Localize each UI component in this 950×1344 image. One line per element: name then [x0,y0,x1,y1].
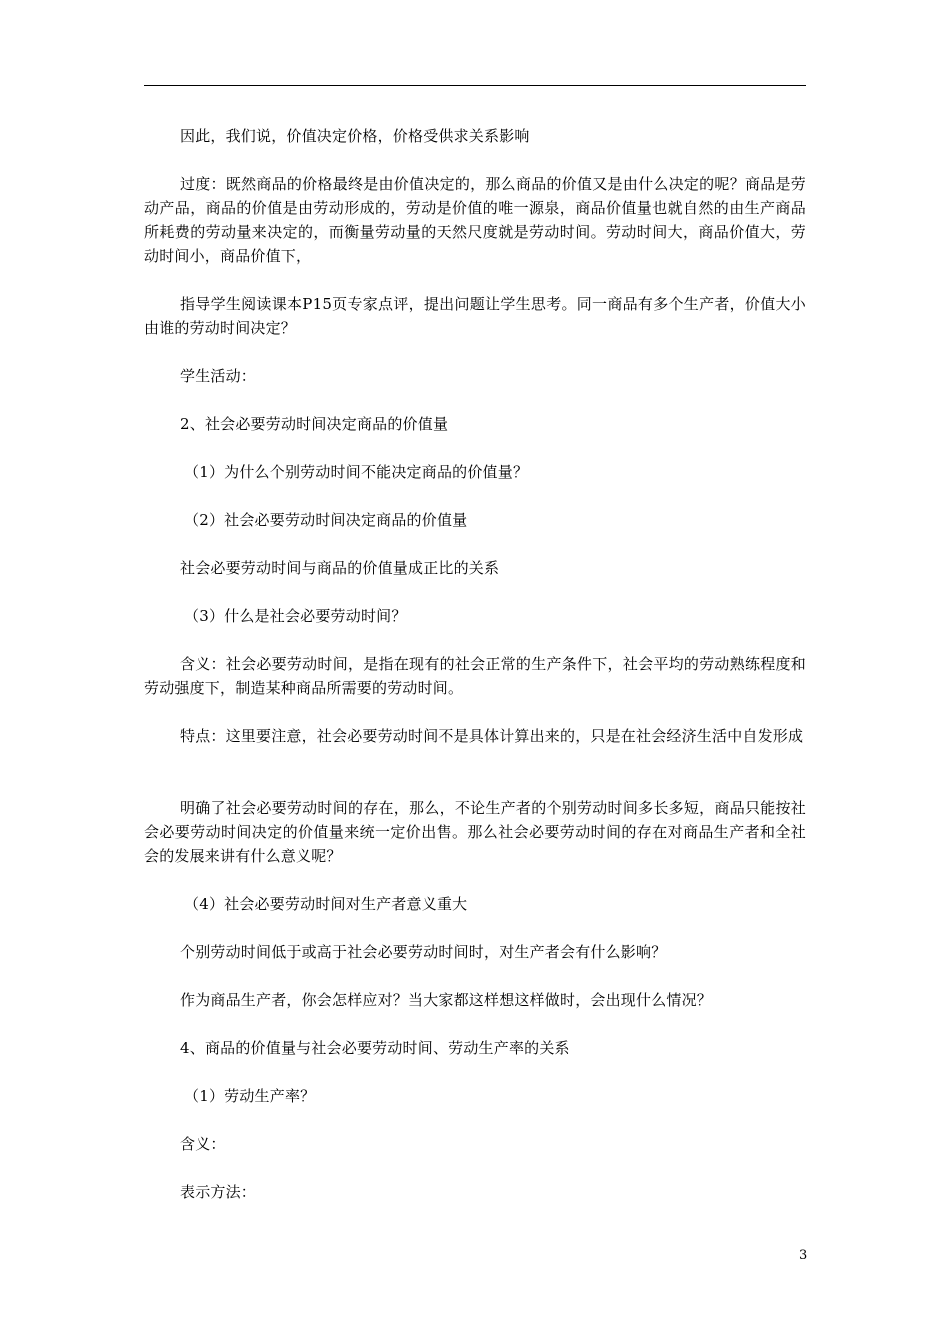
question-impact: 个别劳动时间低于或高于社会必要劳动时间时，对生产者会有什么影响？ [180,943,667,961]
paragraph-student-activity: 学生活动： [180,367,257,385]
page-number: 3 [799,1248,808,1263]
paragraph-transition: 过度：既然商品的价格最终是由价值决定的，那么商品的价值又是由什么决定的呢？商品是劳动产品，商品的价值是由劳动形成的，劳动是价值的唯一源泉，商品价值量也就自然的由生产商品所耗费的劳动量来决定的，而衡量劳动量的天然尺度就是劳动时间。劳动时间大，商品价值大，劳动时间小，商品价值下， [144,175,806,265]
question-response: 作为商品生产者，你会怎样应对？当大家都这样想这样做时，会出现什么情况？ [180,991,713,1009]
subheading-productivity: （1）劳动生产率？ [184,1087,316,1105]
subheading-4: （4）社会必要劳动时间对生产者意义重大 [184,895,468,913]
paragraph-definition: 含义：社会必要劳动时间，是指在现有的社会正常的生产条件下，社会平均的劳动熟练程度和劳动强度下，制造某种商品所需要的劳动时间。 [144,655,806,697]
label-expression-method: 表示方法： [180,1183,257,1201]
subheading-1: （1）为什么个别劳动时间不能决定商品的价值量？ [184,463,529,481]
section-heading-4: 4、商品的价值量与社会必要劳动时间、劳动生产率的关系 [180,1039,570,1057]
paragraph-proportional: 社会必要劳动时间与商品的价值量成正比的关系 [180,559,500,577]
header-rule [144,85,806,86]
section-heading-2: 2、社会必要劳动时间决定商品的价值量 [180,415,449,433]
paragraph-characteristics: 特点：这里要注意，社会必要劳动时间不是具体计算出来的，只是在社会经济生活中自发形成 [180,727,804,745]
subheading-2: （2）社会必要劳动时间决定商品的价值量 [184,511,468,529]
label-meaning: 含义： [180,1135,226,1153]
paragraph-conclusion: 因此，我们说，价值决定价格，价格受供求关系影响 [180,127,530,145]
subheading-3: （3）什么是社会必要劳动时间？ [184,607,407,625]
paragraph-guidance: 指导学生阅读课本P15页专家点评，提出问题让学生思考。同一商品有多个生产者，价值大小由谁的劳动时间决定？ [144,295,806,337]
paragraph-clarification: 明确了社会必要劳动时间的存在，那么，不论生产者的个别劳动时间多长多短，商品只能按社会必要劳动时间决定的价值量来统一定价出售。那么社会必要劳动时间的存在对商品生产者和全社会的发展来讲有什么意义呢？ [144,799,806,865]
